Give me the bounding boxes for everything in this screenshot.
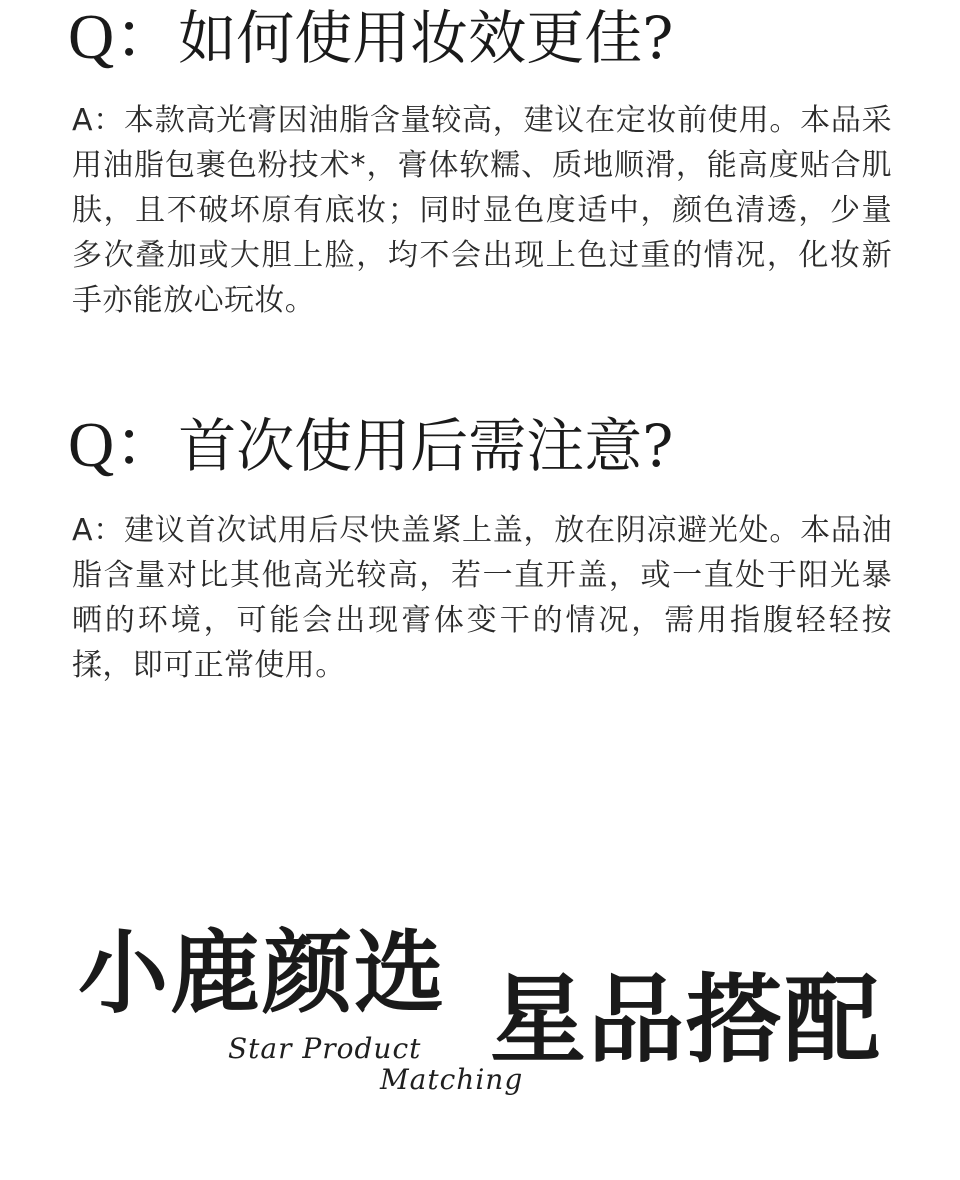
english-subtitle-line2: Matching (380, 1063, 524, 1096)
faq-answer-2: A：建议首次试用后尽快盖紧上盖，放在阴凉避光处。本品油脂含量对比其他高光较高，若一直开盖，或一直处于阳光暴晒的环境，可能会出现膏体变干的情况，需用指腹轻轻按揉，即可正常使用。 (72, 513, 892, 683)
section-tagline: 星品搭配 (490, 963, 882, 1076)
faq-question-1 (68, 2, 673, 73)
question-prefix: Q： (68, 1, 179, 72)
brand-name: 小鹿颜选 (78, 920, 446, 1026)
english-subtitle-line1: Star Product (228, 1032, 422, 1065)
faq-question-2 (68, 410, 673, 481)
question-prefix: Q： (68, 409, 179, 480)
question-text: 首次使用后需注意? (178, 412, 674, 480)
faq-answer-1: A：本款高光膏因油脂含量较高，建议在定妆前使用。本品采用油脂包裹色粉技术*，膏体软糯、质地顺滑，能高度贴合肌肤，且不破坏原有底妆；同时显色度适中，颜色清透，少量多次叠加或大胆上脸，均不会出现上色过重的情况，化妆新手亦能放心玩妆。 (72, 103, 892, 318)
question-text: 如何使用妆效更佳? (178, 4, 674, 72)
